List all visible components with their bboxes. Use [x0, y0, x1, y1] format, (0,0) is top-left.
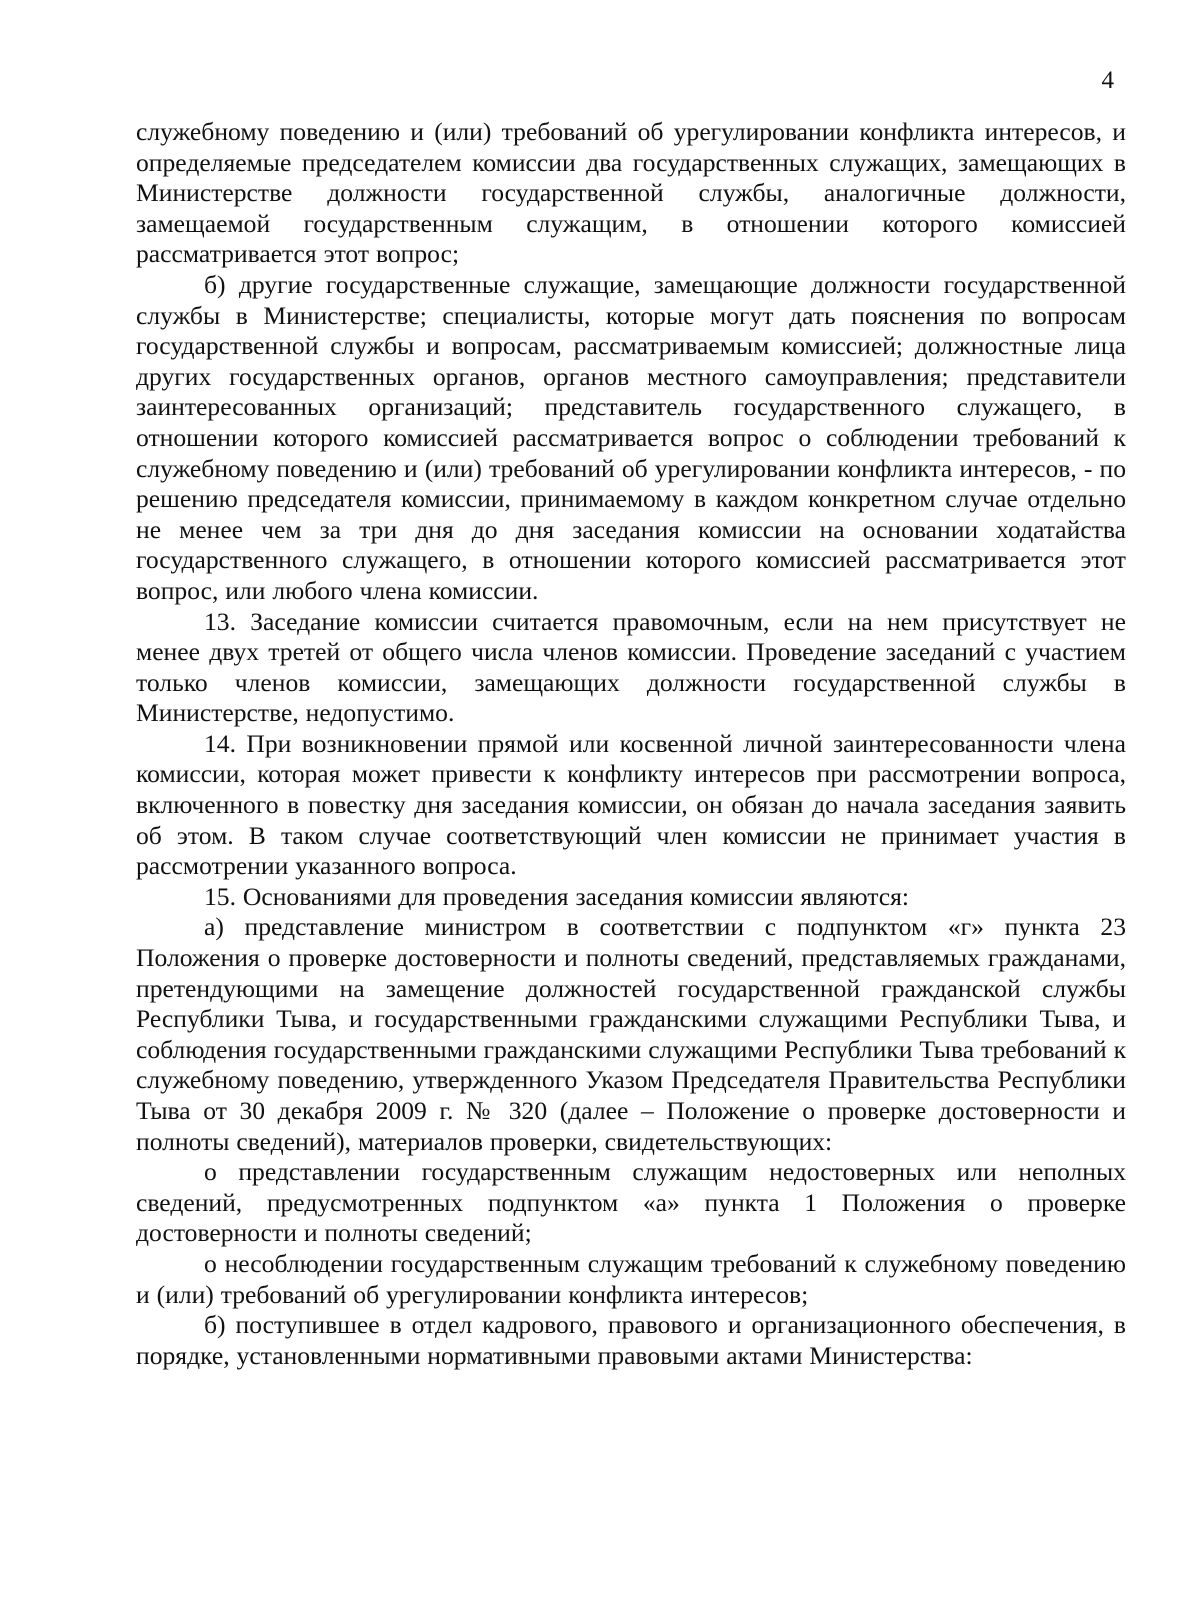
paragraph-continuation: служебному поведению и (или) требований об урегулировании конфликта интересов, и определяемые председателем комиссии два государственных служащих, замещающих в Министерстве должности государственной службы, аналогичные должности, замещаемой государственным служащим, в отношении которого комиссией рассматривается этот вопрос; [136, 117, 1126, 269]
paragraph-12b: б) другие государственные служащие, замещающие должности государственной службы в Министерстве; специалисты, которые могут дать пояснения по вопросам государственной службы и вопросам, рассматриваемым комиссией; должностные лица других государственных органов, органов местного самоуправления; представители заинтересованных организаций; представитель государственного служащего, в отношении которого комиссией рассматривается вопрос о соблюдении требований к служебному поведению и (или) требований об урегулировании конфликта интересов, - по решению председателя комиссии, принимаемому в каждом конкретном случае отдельно не менее чем за три дня до дня заседания комиссии на основании ходатайства государственного служащего, в отношении которого комиссией рассматривается этот вопрос, или любого члена комиссии. [136, 269, 1126, 605]
paragraph-14: 14. При возникновении прямой или косвенной личной заинтересованности члена комиссии, которая может привести к конфликту интересов при рассмотрении вопроса, включенного в повестку дня заседания комиссии, он обязан до начала заседания заявить об этом. В таком случае соответствующий член комиссии не принимает участия в рассмотрении указанного вопроса. [136, 728, 1126, 881]
paragraph-15a-item-1: о представлении государственным служащим недостоверных или неполных сведений, предусмотренных подпунктом «а» пункта 1 Положения о проверке достоверности и полноты сведений; [136, 1157, 1126, 1248]
paragraph-13: 13. Заседание комиссии считается правомочным, если на нем присутствует не менее двух третей от общего числа членов комиссии. Проведение заседаний с участием только членов комиссии, замещающих должности государственной службы в Министерстве, недопустимо. [136, 606, 1126, 728]
paragraph-15a: а) представление министром в соответствии с подпунктом «г» пункта 23 Положения о проверке достоверности и полноты сведений, представляемых гражданами, претендующими на замещение должностей государственной гражданской службы Республики Тыва, и государственными гражданскими служащими Республики Тыва, и соблюдения государственными гражданскими служащими Республики Тыва требований к служебному поведению, утвержденного Указом Председателя Правительства Республики Тыва от 30 декабря 2009 г. № 320 (далее – Положение о проверке достоверности и полноты сведений), материалов проверки, свидетельствующих: [136, 912, 1126, 1156]
paragraph-15b: б) поступившее в отдел кадрового, правового и организационного обеспечения, в порядке, установленными нормативными правовыми актами Министерства: [136, 1310, 1126, 1370]
document-body [136, 117, 1126, 1371]
page-number: 4 [1101, 67, 1114, 94]
paragraph-15: 15. Основаниями для проведения заседания комиссии являются: [204, 881, 909, 911]
paragraph-15a-item-2: о несоблюдении государственным служащим требований к служебному поведению и (или) требований об урегулировании конфликта интересов; [136, 1248, 1126, 1309]
